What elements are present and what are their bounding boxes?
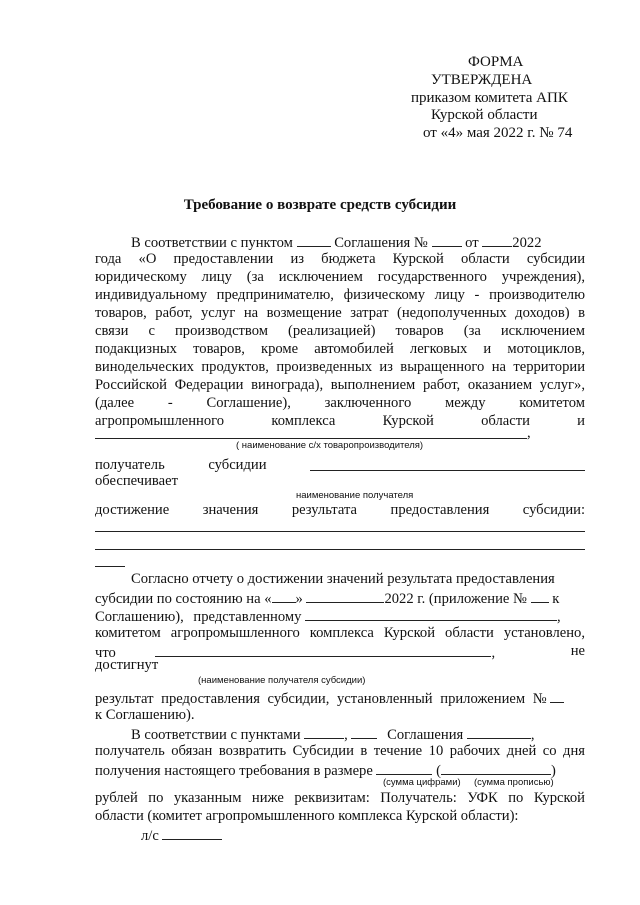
recipient-line-2: обеспечивает — [95, 473, 178, 489]
p3-line-6: л/с — [95, 825, 585, 845]
caption-recipient: наименование получателя — [296, 490, 414, 501]
report-month-blank[interactable] — [306, 588, 384, 603]
appendix-number-blank-2[interactable] — [550, 688, 564, 703]
p2-line-4: комитетом агропромышленного комплекса Курской области установлено, — [95, 625, 585, 641]
report-day-blank[interactable] — [272, 588, 296, 603]
approval-line-2: Курской области — [431, 107, 538, 123]
caption-recipient-subsidy: (наименование получателя субсидии) — [198, 675, 366, 686]
recipient-line-1: получатель субсидии — [95, 457, 267, 473]
approval-line-1: приказом комитета АПК — [411, 90, 568, 106]
p1-line-1: В соответствии с пунктом Соглашения № от 2022 — [95, 232, 585, 252]
p3-line-3: получения настоящего требования в размере ( ) — [95, 760, 585, 780]
p3-line-4: рублей по указанным ниже реквизитам: Получатель: УФК по Курской — [95, 790, 585, 806]
clauses-blank-2[interactable] — [351, 724, 377, 739]
submitted-by-blank[interactable] — [305, 606, 557, 621]
p1-line-7: подакцизных товаров, кроме автомобилей легковых и мотоциклов, — [95, 341, 585, 357]
amount-words-blank[interactable] — [441, 760, 551, 775]
p1-line-9: Российской Федерации винограда), выполнением работ, оказанием услуг», — [95, 377, 585, 393]
appendix-number-blank[interactable] — [531, 588, 549, 603]
p2-line-6: достигнут — [95, 657, 159, 673]
p1-line-4: индивидуальному предпринимателю, физическому лицу - производителю — [95, 287, 585, 303]
p2-line-3: Соглашению), представленному , — [95, 606, 585, 626]
p1-line-3: юридическому лицу (за исключением государственного учреждения), — [95, 269, 585, 285]
document-title: Требование о возврате средств субсидии — [183, 197, 457, 213]
result-blank-3[interactable] — [95, 566, 125, 567]
account-blank[interactable] — [162, 825, 222, 840]
p1-line-10: (далее - Соглашение), заключенного между комитетом — [95, 395, 585, 411]
approval-line-3: от «4» мая 2022 г. № 74 — [423, 125, 573, 141]
p3-line-1: В соответствии с пунктами , Соглашения , — [95, 724, 585, 744]
p3-line-2: получатель обязан возвратить Субсидии в течение 10 рабочих дней со дня — [95, 743, 585, 759]
result-blank-2[interactable] — [95, 549, 585, 550]
p3-line-5: области (комитет агропромышленного комплекса Курской области): — [95, 808, 519, 824]
p1-line-5: товаров, работ, услуг на возмещение затрат (недополученных доходов) в — [95, 305, 585, 321]
p1-line-8: винодельческих продуктов, произведенных из выращенного на территории — [95, 359, 585, 375]
form-label: ФОРМА — [468, 54, 524, 70]
agreement-blank[interactable] — [467, 724, 531, 739]
approved-label: УТВЕРЖДЕНА — [431, 72, 533, 88]
clause-number-blank[interactable] — [297, 232, 331, 247]
recipient-line-3: достижение значения результата предоставления субсидии: — [95, 502, 585, 518]
caption-amount-words: (сумма прописью) — [474, 777, 554, 788]
recipient-subsidy-blank[interactable] — [155, 642, 491, 657]
caption-amount-digits: (сумма цифрами) — [383, 777, 461, 788]
agreement-number-blank[interactable] — [432, 232, 462, 247]
p2-line-2: субсидии по состоянию на « » 2022 г. (приложение № к — [95, 588, 585, 608]
p1-line-11: агропромышленного комплекса Курской области и — [95, 413, 585, 429]
amount-digits-blank[interactable] — [376, 760, 432, 775]
p1-line-12-comma: , — [527, 425, 531, 441]
p1-line-2: года «О предоставлении из бюджета Курской области субсидии — [95, 251, 585, 267]
result-blank-1[interactable] — [95, 531, 585, 532]
recipient-name-blank[interactable] — [310, 470, 585, 471]
caption-producer: ( наименование с/х товаропроизводителя) — [236, 440, 424, 451]
p2-line-8: к Соглашению). — [95, 707, 195, 723]
p2-line-5: что , не — [95, 643, 585, 661]
p1-line-6: связи с производством (реализацией) товаров (за исключением — [95, 323, 585, 339]
p2-line-1: Согласно отчету о достижении значений результата предоставления — [131, 571, 555, 587]
producer-name-blank[interactable] — [95, 438, 527, 439]
agreement-date-blank[interactable] — [482, 232, 512, 247]
clauses-blank-1[interactable] — [304, 724, 344, 739]
p2-line-7: результат предоставления субсидии, установленный приложением № — [95, 688, 585, 708]
